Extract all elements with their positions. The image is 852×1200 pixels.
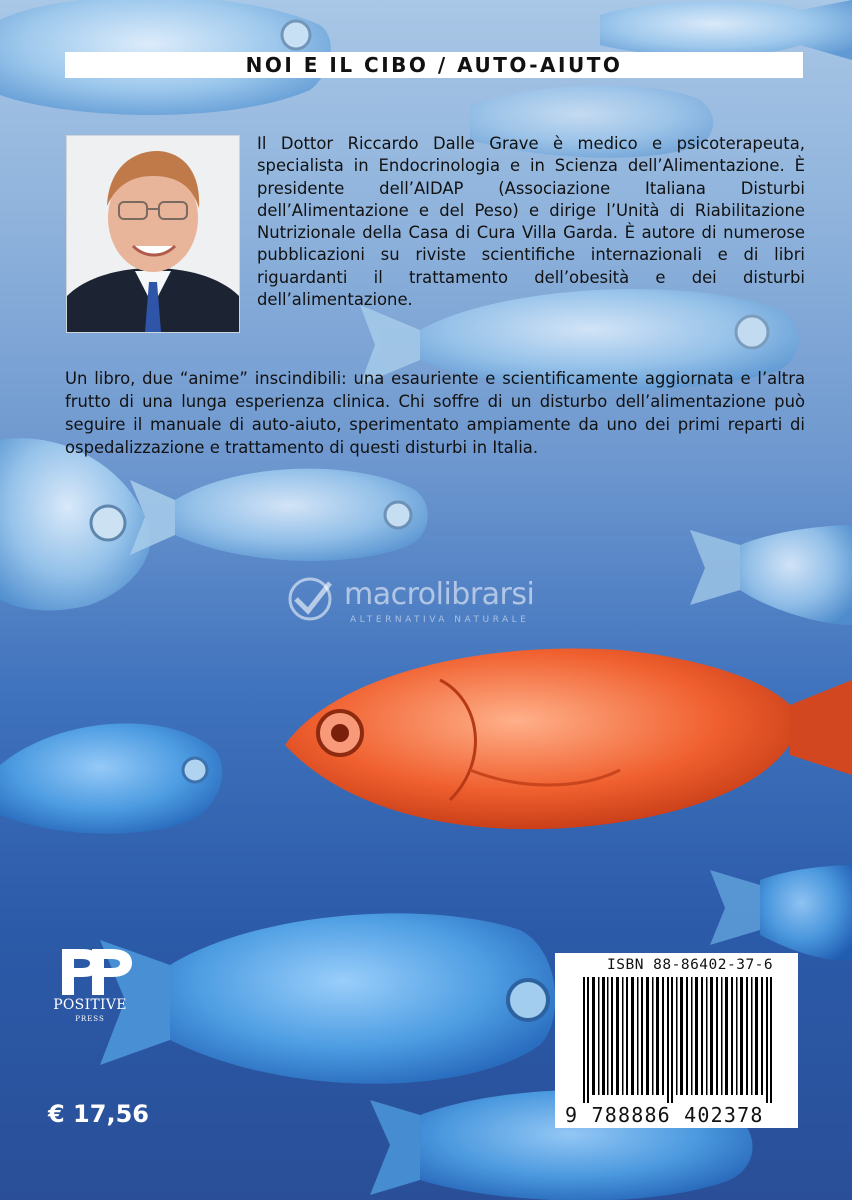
ean-number: 9 788886 402378	[565, 1103, 764, 1127]
fish-bottom-large	[100, 913, 555, 1083]
watermark-logo-icon	[282, 575, 338, 623]
fish-right-edge	[690, 525, 852, 625]
fish-lower-right	[710, 865, 852, 960]
positive-press-pp-icon	[40, 945, 140, 999]
publisher-press: PRESS	[75, 1015, 105, 1023]
red-fish	[285, 648, 852, 829]
author-photo	[66, 135, 240, 333]
barcode-bars	[555, 953, 798, 1128]
fish-top-right	[600, 0, 852, 60]
fish-left-middle	[0, 438, 151, 610]
publisher-logo	[40, 945, 140, 1025]
isbn-barcode	[555, 953, 798, 1128]
author-bio: Il Dottor Riccardo Dalle Grave è medico e psicoterapeuta, specialista in Endocrinologia e in Scienza dell’Alimentazione. È presidente dell’AIDAP (Associazione Italiana Disturbi dell’Alimentazione e del Peso) e dirige l’Unità di Riabilitazione Nutrizionale della Casa di Cura Villa Garda. È autore di numerose pubblicazioni su riviste scientifiche internazionali e di libri riguardanti il trattamento dell’obesità e dei disturbi dell’alimentazione.	[257, 134, 805, 310]
category-banner: NOI E IL CIBO / AUTO-AIUTO	[65, 52, 803, 78]
publisher-name: POSITIVE	[53, 997, 127, 1013]
watermark-tagline: ALTERNATIVA NATURALE	[350, 615, 530, 625]
book-blurb: Un libro, due “anime” inscindibili: una esauriente e scientificamente aggiornata e l’altra frutto di una lunga esperienza clinica. Chi soffre di un disturbo dell’alimentazione può seguire il manuale di auto-aiuto, sperimentato ampiamente da uno dei primi reparti di ospedalizzazione e trattamento di questi disturbi in Italia.	[65, 369, 805, 457]
fish-center	[130, 469, 428, 561]
author-portrait-image	[67, 136, 239, 332]
isbn-text: ISBN 88-86402-37-6	[607, 957, 774, 973]
macrolibrarsi-watermark	[282, 575, 582, 635]
price-label: € 17,56	[48, 1100, 149, 1128]
fish-lower-left	[0, 723, 222, 833]
watermark-name: macrolibrarsi	[344, 577, 535, 612]
